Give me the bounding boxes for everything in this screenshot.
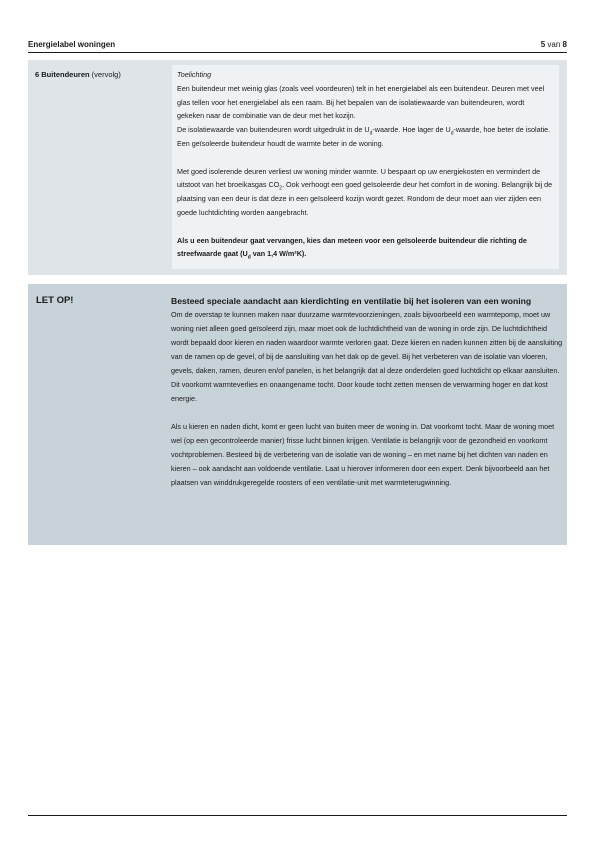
let-op-label: LET OP!: [36, 295, 74, 306]
let-op-heading: Besteed speciale aandacht aan kierdichting en ventilatie bij het isoleren van een woning: [171, 296, 532, 306]
footer-divider: [28, 815, 567, 816]
section-label: [35, 70, 121, 79]
page-total: 8: [562, 40, 567, 49]
section-let-op: [28, 284, 567, 545]
page-separator: van: [547, 40, 561, 49]
toelichting-box: [172, 65, 559, 269]
document-title: Energielabel woningen: [28, 40, 116, 49]
let-op-content: [171, 294, 563, 490]
section-buitendeuren: [28, 60, 567, 275]
toelichting-advice: Als u een buitendeur gaat vervangen, kies dan meteen voor een geïsoleerde buitendeur die richting de streefwaarde gaat ($U_d$ van 1,4 W/m²K).: [177, 235, 527, 261]
page-header: [28, 40, 567, 53]
let-op-paragraph-1: Om de overstap te kunnen maken naar duurzame warmtevoorzieningen, zoals bijvoorbeeld een warmtepomp, moet uw woning niet alleen goed geïsoleerd zijn, maar moet ook de luchtdichtheid van de woning in orde zijn. De luchtdichtheid wordt bepaald door kieren en naden waardoor warmte verloren gaat. Deze kieren en naden kunnen zitten bij de aansluiting van de ramen op de gevel, of bij de aansluiting van het dak op de gevel. Bij het verbeteren van de isolatie van vloeren, gevels, daken, ramen, deuren en/of panelen, is het belangrijk dat al deze onderdelen goed luchtdicht op elkaar aansluiten. Dit voorkomt warmteverlies en onaangename tocht. Door koude tocht zetten mensen de verwarming hoger en dat kost energie.: [171, 310, 563, 403]
let-op-paragraph-2: Als u kieren en naden dicht, komt er geen lucht van buiten meer de woning in. Dat voorkomt tocht. Maar de woning moet wel (op een gecontroleerde manier) frisse lucht binnen krijgen. Ventilatie is belangrijk voor de gezondheid en voorkomt vochtproblemen. Besteed bij de verbetering van de isolatie van de woning – en met name bij het dichten van naden en kieren – ook aandacht aan voldoende ventilatie. Laat u hierover informeren door een expert. Denk bijvoorbeeld aan het plaatsen van winddrukgeregelde roosters of een ventilatie-unit met warmteterugwinning.: [171, 422, 555, 487]
toelichting-paragraph-3: Met goed isolerende deuren verliest uw woning minder warmte. U bespaart op uw energiekosten en vermindert de uitstoot van het broeikasgas $CO_2$. Ook verhoogt een goed geïsoleerde deur het comfort in de woning. Belangrijk bij de plaatsing van een deur is dat deze in een geïsoleerd kozijn wordt gezet. Rondom de deur moet aan vier zijden een goede luchtdichting worden aangebracht.: [177, 166, 553, 217]
toelichting-paragraph-2: De isolatiewaarde van buitendeuren wordt uitgedrukt in de $U_d$-waarde. Hoe lager de $U_d$-waarde, hoe beter de isolatie. Een geïsoleerde buitendeur houdt de warmte beter in de woning.: [177, 125, 551, 148]
toelichting-title: Toelichting: [177, 70, 212, 79]
section-label-rest: (vervolg): [89, 70, 121, 79]
section-label-bold: 6 Buitendeuren: [35, 70, 90, 79]
toelichting-paragraph-1: Een buitendeur met weinig glas (zoals veel voordeuren) telt in het energielabel als een buitendeur. Deuren met veel glas tellen voor het energielabel als een raam. Bij het bepalen van de isolatiewaarde van buitendeuren, wordt gekeken naar de combinatie van de deur met het kozijn.: [177, 83, 545, 121]
page-current: 5: [540, 40, 546, 49]
page-number: [541, 40, 567, 49]
